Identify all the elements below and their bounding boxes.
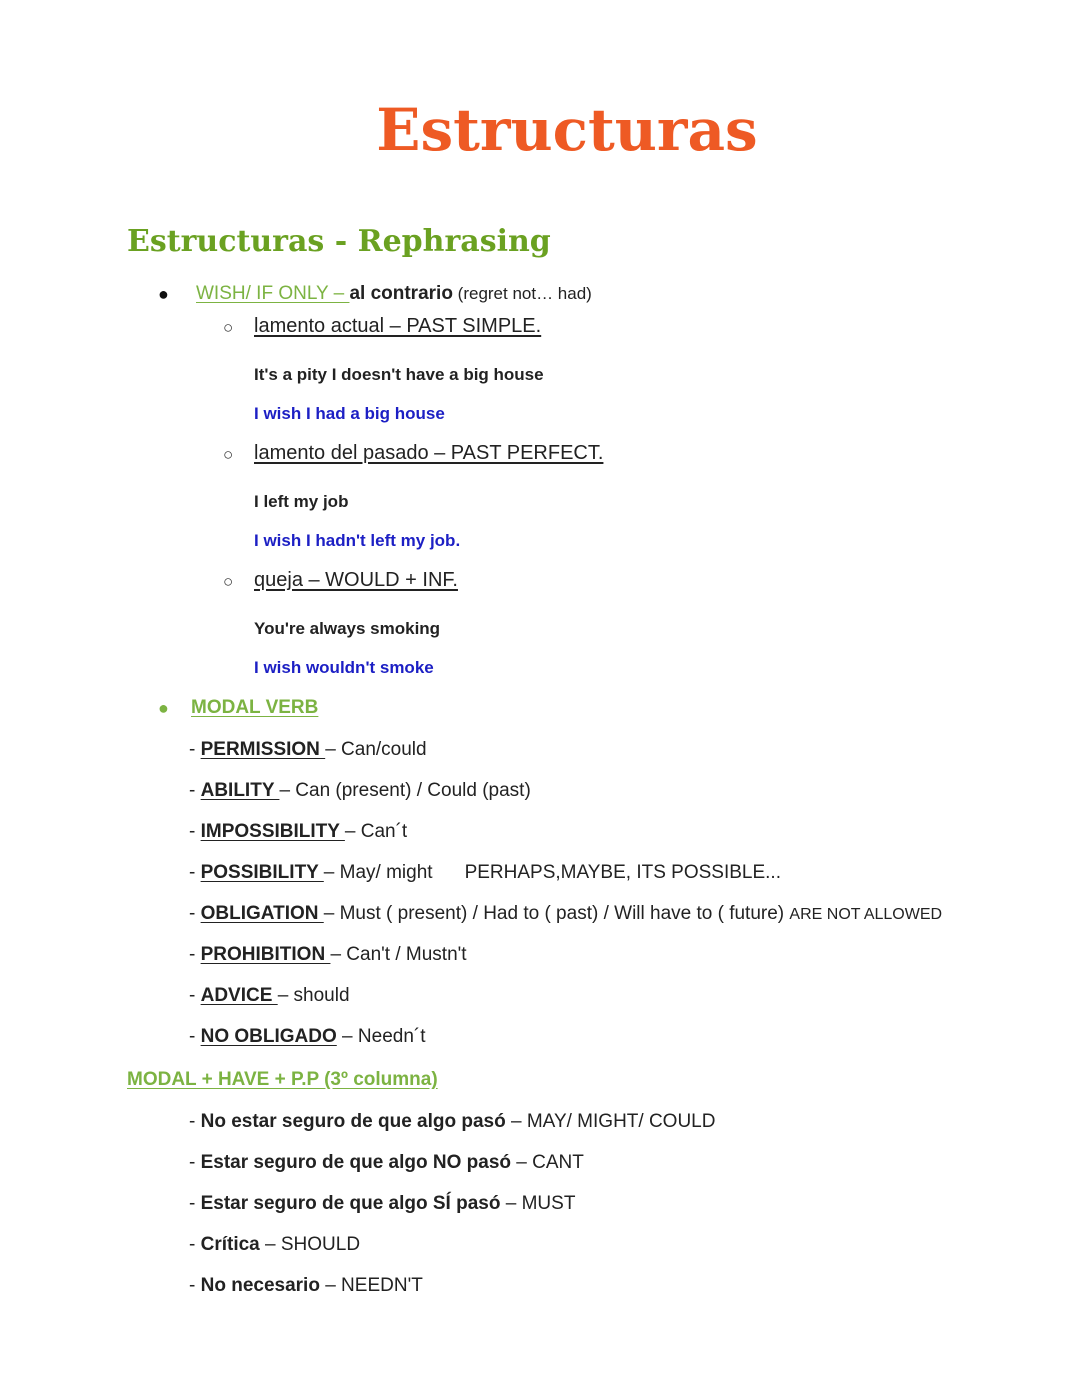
modal-row-extra: PERHAPS,MAYBE, ITS POSSIBLE... bbox=[464, 862, 781, 883]
wish-item-example: It's a pity I doesn't have a big house bbox=[254, 365, 544, 384]
modal-have-row: - Estar seguro de que algo SÍ pasó – MUST bbox=[189, 1193, 576, 1214]
wish-heading bbox=[196, 283, 592, 305]
modal-row: - IMPOSSIBILITY – Can´t bbox=[189, 821, 408, 842]
wish-link[interactable]: WISH/ IF ONLY – bbox=[196, 283, 350, 304]
section-heading: Estructuras - Rephrasing bbox=[127, 224, 551, 259]
wish-item-example: You're always smoking bbox=[254, 619, 441, 638]
wish-item-rewrite: I wish I hadn't left my job. bbox=[254, 531, 461, 550]
wish-item-label: queja – WOULD + INF. bbox=[254, 569, 458, 591]
modal-row: - PROHIBITION – Can't / Mustn't bbox=[189, 944, 467, 965]
modal-row: - ADVICE – should bbox=[189, 985, 350, 1006]
circle-bullet: ○ bbox=[223, 318, 234, 337]
wish-item-rewrite: I wish wouldn't smoke bbox=[254, 658, 434, 677]
page-title: Estructuras bbox=[376, 96, 758, 164]
bullet-dot: ● bbox=[158, 698, 169, 718]
modal-have-row: - Crítica – SHOULD bbox=[189, 1234, 361, 1255]
wish-item-example: I left my job bbox=[254, 492, 349, 511]
wish-item-label: lamento actual – PAST SIMPLE. bbox=[254, 315, 542, 337]
circle-bullet: ○ bbox=[223, 445, 234, 464]
wish-item-rewrite: I wish I had a big house bbox=[254, 404, 445, 423]
modal-heading bbox=[191, 697, 318, 719]
modal-row: - NO OBLIGADO – Needn´t bbox=[189, 1026, 426, 1047]
modal-have-row: - No estar seguro de que algo pasó – MAY/ MIGHT/ COULD bbox=[189, 1111, 716, 1132]
circle-bullet: ○ bbox=[223, 572, 234, 591]
wish-strong: al contrario bbox=[349, 283, 453, 304]
wish-note: (regret not… had) bbox=[452, 284, 592, 303]
bullet-dot: ● bbox=[158, 284, 169, 304]
modal-have-link[interactable]: MODAL + HAVE + P.P (3º columna) bbox=[127, 1069, 438, 1090]
wish-item-label: lamento del pasado – PAST PERFECT. bbox=[254, 442, 604, 464]
modal-row: - POSSIBILITY – May/ might PERHAPS,MAYBE, ITS POSSIBLE... bbox=[189, 862, 781, 883]
modal-link[interactable]: MODAL VERB bbox=[191, 697, 319, 718]
modal-row: - OBLIGATION – Must ( present) / Had to ( past) / Will have to ( future) ARE NOT ALLOWED bbox=[189, 903, 943, 924]
modal-row-extra: ARE NOT ALLOWED bbox=[789, 906, 943, 923]
modal-row: - ABILITY – Can (present) / Could (past) bbox=[189, 780, 531, 801]
modal-have-row: - No necesario – NEEDN'T bbox=[189, 1275, 423, 1296]
modal-row: - PERMISSION – Can/could bbox=[189, 739, 427, 760]
modal-have-row: - Estar seguro de que algo NO pasó – CANT bbox=[189, 1152, 584, 1173]
modal-have-heading bbox=[127, 1069, 438, 1091]
